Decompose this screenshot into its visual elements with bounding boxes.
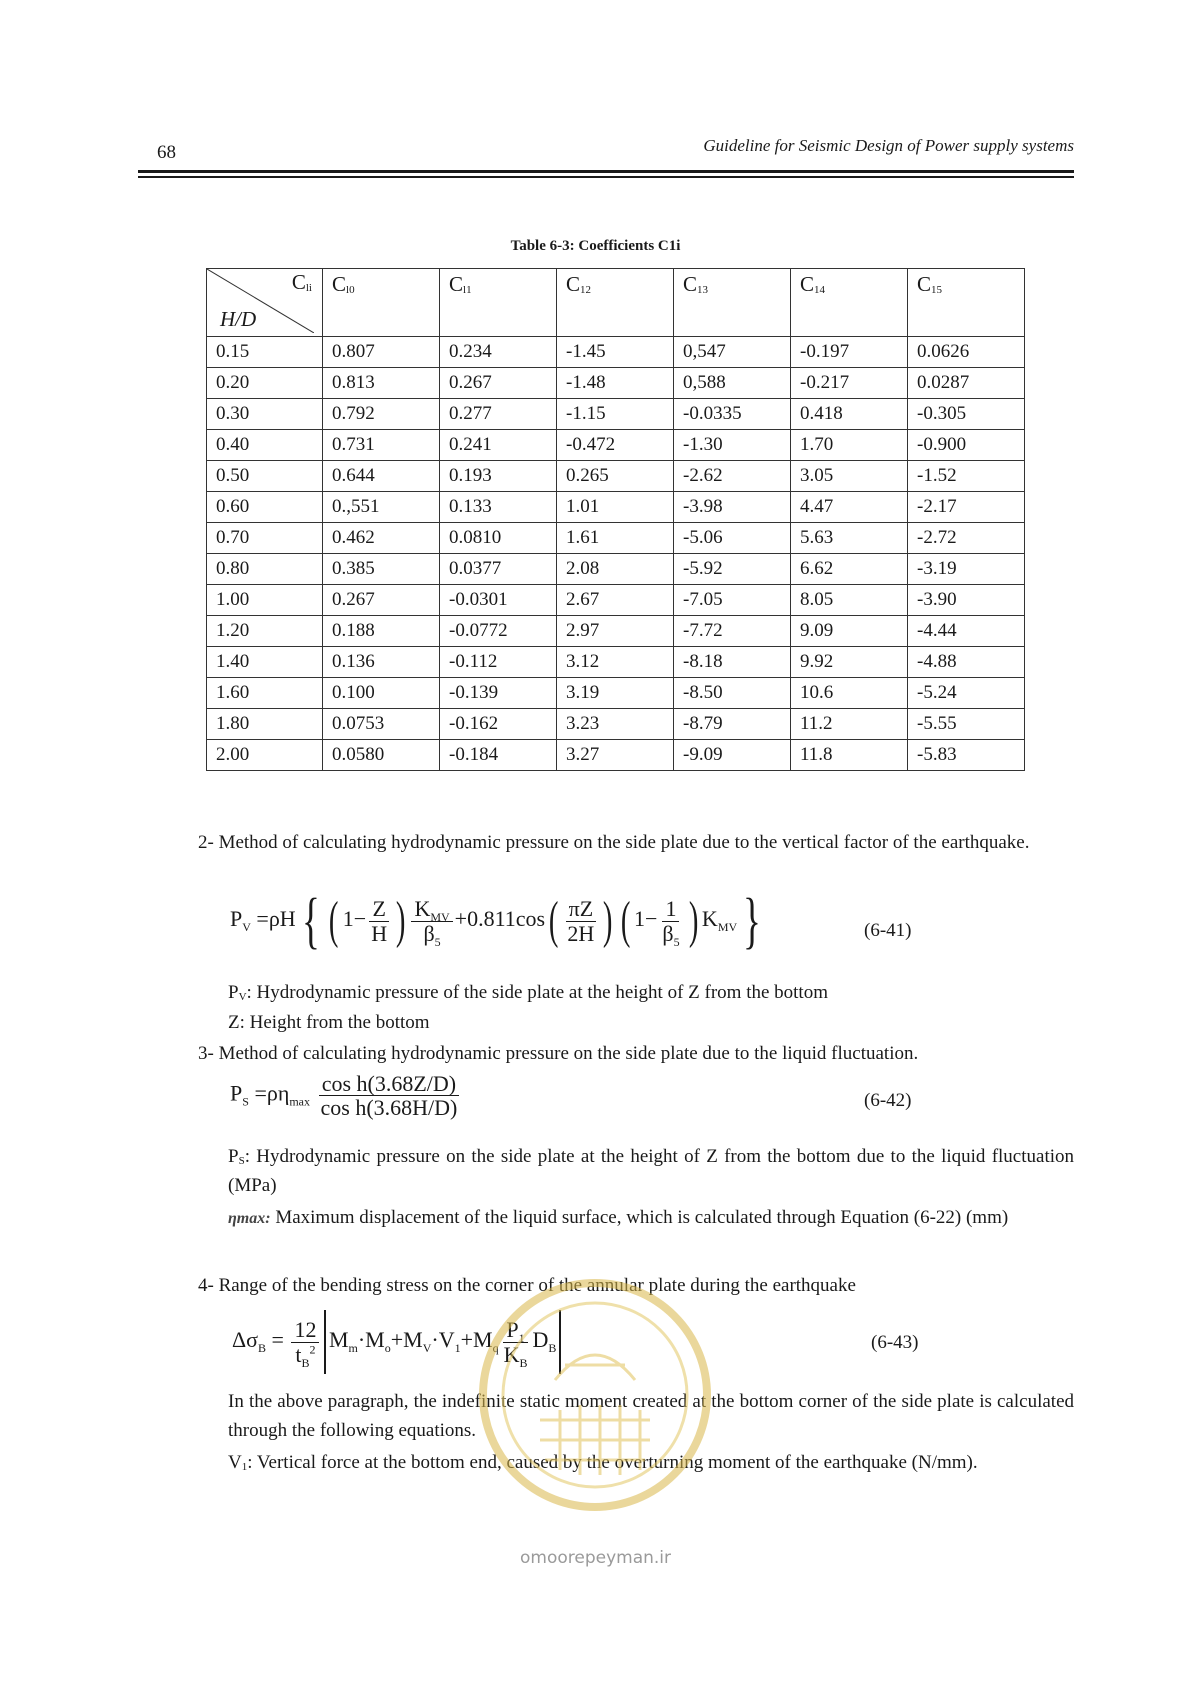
table-cell: 8.05 <box>791 585 908 616</box>
section-2-def-pv: $P_V$: Hydrodynamic pressure of the side plate at the height of Z from the bottom <box>228 982 828 1003</box>
section-4-intro: 4- Range of the bending stress on the corner of the annular plate during the earthquake <box>198 1275 856 1296</box>
row-label-cell: 1.80 <box>207 709 323 740</box>
row-label-cell: 0.70 <box>207 523 323 554</box>
table-caption: Table 6-3: Coefficients C1i <box>510 238 681 254</box>
table-cell: -2.17 <box>908 492 1025 523</box>
table-cell: 1.61 <box>557 523 674 554</box>
table-row <box>207 523 1025 554</box>
table-cell: -0.112 <box>440 647 557 678</box>
row-label-cell: 0.30 <box>207 399 323 430</box>
table-cell: 1.01 <box>557 492 674 523</box>
table-cell: 0.267 <box>440 368 557 399</box>
section-3-def-eta: ηmax: Maximum displacement of the liquid surface, which is calculated through Equation (6-22) (mm) <box>228 1207 1009 1228</box>
table-row <box>207 461 1025 492</box>
table-cell: 3.12 <box>557 647 674 678</box>
equation-number-6-43: (6-43) <box>871 1332 919 1353</box>
table-cell: -1.48 <box>557 368 674 399</box>
table-cell: -0.217 <box>791 368 908 399</box>
table-cell: -5.55 <box>908 709 1025 740</box>
table-cell: -4.88 <box>908 647 1025 678</box>
watermark-url: omoorepeyman.ir <box>519 1548 672 1568</box>
table-cell: -7.72 <box>674 616 791 647</box>
table-cell: -0.305 <box>908 399 1025 430</box>
table-cell: -1.15 <box>557 399 674 430</box>
table-cell: -3.19 <box>908 554 1025 585</box>
section-4-paragraph-2: $V_1$: Vertical force at the bottom end, caused by the overturning moment of the earthquake (N/mm). <box>228 1452 978 1473</box>
table-cell: 0.731 <box>323 430 440 461</box>
row-label-cell: 0.50 <box>207 461 323 492</box>
table-cell: 0.267 <box>323 585 440 616</box>
table-cell: 0.241 <box>440 430 557 461</box>
table-cell: -5.92 <box>674 554 791 585</box>
table-cell: 0.100 <box>323 678 440 709</box>
table-row <box>207 647 1025 678</box>
table-cell: -0.472 <box>557 430 674 461</box>
table-cell: 4.47 <box>791 492 908 523</box>
table-cell: 2.67 <box>557 585 674 616</box>
row-label-cell: 0.80 <box>207 554 323 585</box>
section-2-def-z: Z: Height from the bottom <box>228 1012 430 1033</box>
table-cell: -1.30 <box>674 430 791 461</box>
column-header-1: $C_{l1}$ <box>440 269 557 337</box>
column-header-2: $C_{12}$ <box>557 269 674 337</box>
equation-6-41: $P_V =\rho H${ ( 1− $\frac{Z}{H}$ ) $\frac{K_{MV}}{\beta_5}$ +0.811cos( $\frac{\pi Z}{2H}$ ) ( 1− $\frac{1}{\beta_5}$ ) $K_{MV}$} <box>230 887 761 955</box>
table-cell: -7.05 <box>674 585 791 616</box>
table-cell: 6.62 <box>791 554 908 585</box>
row-label-cell: 1.60 <box>207 678 323 709</box>
corner-top-label: $C_{li}$ <box>291 270 312 294</box>
section-3-intro: 3- Method of calculating hydrodynamic pressure on the side plate due to the liquid fluctuation. <box>198 1043 919 1064</box>
table-cell: 10.6 <box>791 678 908 709</box>
table-cell: -1.52 <box>908 461 1025 492</box>
table-cell: 11.2 <box>791 709 908 740</box>
column-header-3: $C_{13}$ <box>674 269 791 337</box>
table-cell: 0.265 <box>557 461 674 492</box>
table-cell: -0.184 <box>440 740 557 771</box>
table-cell: -3.90 <box>908 585 1025 616</box>
row-label-cell: 1.40 <box>207 647 323 678</box>
table-cell: 5.63 <box>791 523 908 554</box>
table-cell: 0.188 <box>323 616 440 647</box>
row-label-cell: 0.60 <box>207 492 323 523</box>
table-cell: 0.0810 <box>440 523 557 554</box>
equation-number-6-42: (6-42) <box>864 1090 912 1111</box>
table-row <box>207 368 1025 399</box>
table-cell: 3.23 <box>557 709 674 740</box>
header-rule-thick <box>138 170 1074 173</box>
table-cell: 2.08 <box>557 554 674 585</box>
table-row <box>207 399 1025 430</box>
table-row <box>207 430 1025 461</box>
table-header-row <box>207 269 1025 337</box>
table-cell: -2.72 <box>908 523 1025 554</box>
table-cell: -5.83 <box>908 740 1025 771</box>
table-cell: -2.62 <box>674 461 791 492</box>
table-cell: -8.79 <box>674 709 791 740</box>
column-header-5: $C_{15}$ <box>908 269 1025 337</box>
table-cell: -0.900 <box>908 430 1025 461</box>
table-cell: 3.05 <box>791 461 908 492</box>
table-cell: 1.70 <box>791 430 908 461</box>
table-cell: 11.8 <box>791 740 908 771</box>
table-cell: 0.462 <box>323 523 440 554</box>
row-label-cell: 0.40 <box>207 430 323 461</box>
table-cell: 0.234 <box>440 337 557 368</box>
table-cell: 0.,551 <box>323 492 440 523</box>
column-header-0: $C_{l0}$ <box>323 269 440 337</box>
table-cell: 0.133 <box>440 492 557 523</box>
table-cell: -8.50 <box>674 678 791 709</box>
table-cell: 0,547 <box>674 337 791 368</box>
table-cell: 3.19 <box>557 678 674 709</box>
table-cell: 0.813 <box>323 368 440 399</box>
row-label-cell: 0.20 <box>207 368 323 399</box>
table-cell: 9.92 <box>791 647 908 678</box>
watermark-seal <box>470 1270 720 1520</box>
table-cell: 3.27 <box>557 740 674 771</box>
column-header-4: $C_{14}$ <box>791 269 908 337</box>
table-cell: -0.139 <box>440 678 557 709</box>
table-cell: 0.807 <box>323 337 440 368</box>
table-cell: 0.193 <box>440 461 557 492</box>
eta-max-symbol: ηmax: <box>228 1210 271 1227</box>
section-4-paragraph-1: In the above paragraph, the indefinite static moment created at the bottom corner of the side plate is calculated through the following equations. <box>228 1391 1074 1441</box>
table-cell: 0.0377 <box>440 554 557 585</box>
table-cell: -8.18 <box>674 647 791 678</box>
corner-bottom-label: H/D <box>220 307 257 331</box>
table-cell: 0.0287 <box>908 368 1025 399</box>
table-corner-cell <box>207 269 323 337</box>
table-row <box>207 337 1025 368</box>
equation-number-6-41: (6-41) <box>864 920 912 941</box>
table-cell: 0.418 <box>791 399 908 430</box>
table-cell: -5.24 <box>908 678 1025 709</box>
table-cell: 0.0580 <box>323 740 440 771</box>
table-cell: 2.97 <box>557 616 674 647</box>
table-row <box>207 492 1025 523</box>
table-row <box>207 585 1025 616</box>
coefficients-table <box>206 268 1025 771</box>
table-cell: 0.277 <box>440 399 557 430</box>
table-cell: -0.162 <box>440 709 557 740</box>
table-cell: 0.0753 <box>323 709 440 740</box>
table-cell: 0,588 <box>674 368 791 399</box>
table-cell: -0.0301 <box>440 585 557 616</box>
table-row <box>207 709 1025 740</box>
table-cell: -0.0772 <box>440 616 557 647</box>
header-rule-thin <box>138 176 1074 178</box>
table-cell: -4.44 <box>908 616 1025 647</box>
row-label-cell: 2.00 <box>207 740 323 771</box>
table-cell: 0.0626 <box>908 337 1025 368</box>
page-number: 68 <box>157 142 176 163</box>
table-cell: -0.197 <box>791 337 908 368</box>
table-cell: -1.45 <box>557 337 674 368</box>
row-label-cell: 0.15 <box>207 337 323 368</box>
section-3-def-ps: $P_S$: Hydrodynamic pressure on the side plate at the height of Z from the bottom due to the liquid fluctuation (MPa) <box>228 1146 1074 1196</box>
running-title: Guideline for Seismic Design of Power supply systems <box>703 136 1074 155</box>
table-cell: 0.644 <box>323 461 440 492</box>
table-cell: -5.06 <box>674 523 791 554</box>
row-label-cell: 1.20 <box>207 616 323 647</box>
table-row <box>207 678 1025 709</box>
table-cell: 0.385 <box>323 554 440 585</box>
table-cell: 9.09 <box>791 616 908 647</box>
table-cell: 0.792 <box>323 399 440 430</box>
table-cell: -0.0335 <box>674 399 791 430</box>
equation-6-42: $P_S =\rho\eta_{max}$ $\frac{\text{cos h(3.68Z/D)}}{\text{cos h(3.68H/D)}}$ <box>230 1071 458 1121</box>
equation-6-43: $\Delta\sigma_B$ = $\frac{12}{t_B^2}$ $M_m\cdot M_o+M_V\cdot V_1+M_q$ $\frac{P_1}{K_B}$ $D_B$ <box>232 1310 564 1374</box>
table-cell: -3.98 <box>674 492 791 523</box>
row-label-cell: 1.00 <box>207 585 323 616</box>
section-2-intro: 2- Method of calculating hydrodynamic pressure on the side plate due to the vertical factor of the earthquake. <box>198 832 1030 853</box>
table-cell: 0.136 <box>323 647 440 678</box>
table-cell: -9.09 <box>674 740 791 771</box>
table-row <box>207 616 1025 647</box>
table-row <box>207 554 1025 585</box>
table-row <box>207 740 1025 771</box>
